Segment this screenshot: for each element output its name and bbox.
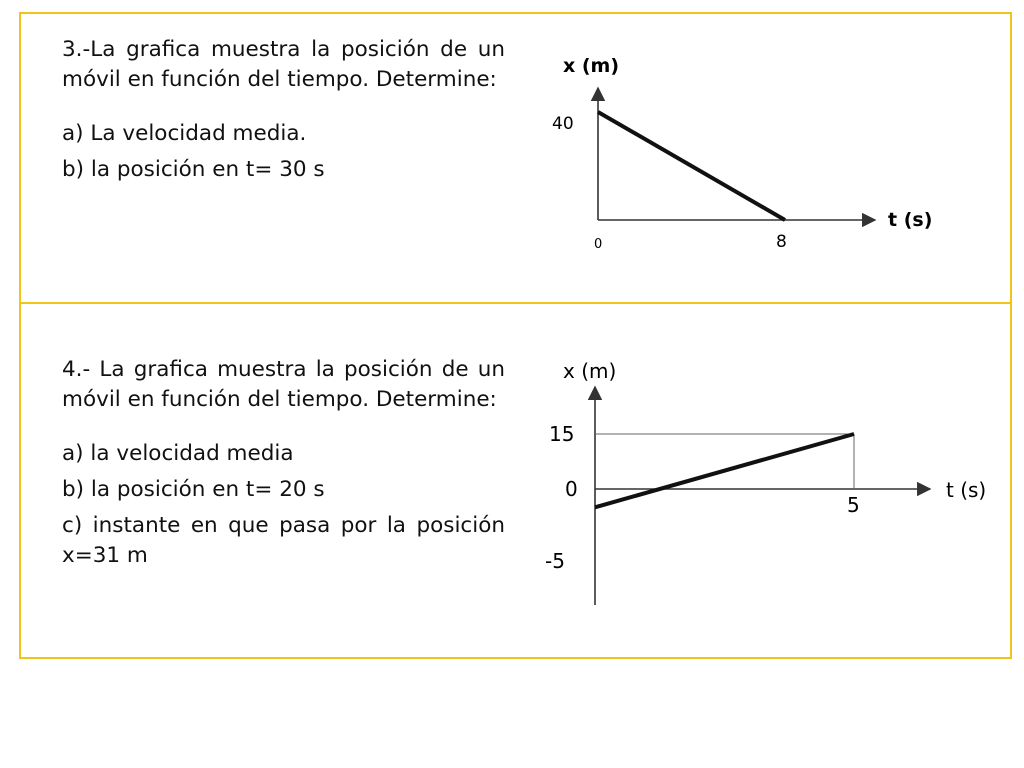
g2-data-line bbox=[595, 434, 854, 507]
problem-3-statement: 3.-La grafica muestra la posición de un móvil en función del tiempo. Determine: bbox=[62, 37, 505, 92]
position-time-graph-2 bbox=[530, 355, 1010, 615]
problem-3-item-b: b) la posición en t= 30 s bbox=[62, 157, 325, 182]
problem-4-text bbox=[62, 355, 505, 577]
problem-3-text bbox=[62, 35, 505, 191]
g2-x-tick-5: 5 bbox=[847, 493, 860, 517]
position-time-graph-1 bbox=[530, 40, 970, 270]
g1-x-tick-0: 0 bbox=[594, 237, 603, 252]
problem-4-item-a: a) la velocidad media bbox=[62, 441, 294, 466]
problem-4-statement: 4.- La grafica muestra la posición de un móvil en función del tiempo. Determine: bbox=[62, 357, 505, 412]
g1-y-tick-40: 40 bbox=[552, 114, 574, 134]
g2-y-tick--5: -5 bbox=[545, 549, 565, 573]
g1-x-tick-8: 8 bbox=[776, 232, 787, 252]
problem-4-item-c: c) instante en que pasa por la posición x=31 m bbox=[62, 513, 505, 568]
problem-3-item-a: a) La velocidad media. bbox=[62, 121, 307, 146]
g1-y-axis-label: x (m) bbox=[563, 55, 620, 77]
g1-x-axis-label: t (s) bbox=[888, 209, 933, 231]
problem-4-item-b: b) la posición en t= 20 s bbox=[62, 477, 325, 502]
g2-x-axis-label: t (s) bbox=[946, 478, 987, 502]
g2-y-tick-0: 0 bbox=[565, 477, 578, 501]
g2-y-tick-15: 15 bbox=[549, 422, 575, 446]
g2-y-axis-label: x (m) bbox=[563, 359, 617, 383]
g1-data-line bbox=[598, 112, 785, 220]
